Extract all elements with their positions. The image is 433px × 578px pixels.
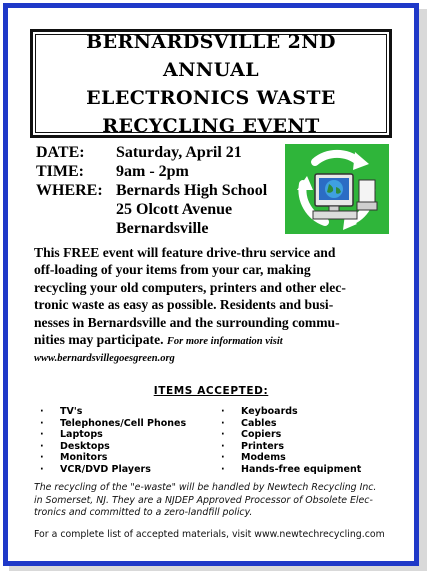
- description-last-line: [34, 331, 402, 350]
- bullet-icon: ·: [221, 463, 225, 475]
- items-accepted-heading: [8, 385, 414, 397]
- date-label: DATE:: [36, 144, 85, 161]
- list-item: [221, 418, 361, 430]
- title-line-1: BERNARDSVILLE 2ND ANNUAL: [86, 30, 336, 81]
- item-label: Copiers: [241, 429, 282, 441]
- flyer: [3, 3, 419, 566]
- title-line-2: ELECTRONICS WASTE: [86, 86, 336, 109]
- bullet-icon: ·: [221, 417, 225, 429]
- where-label: WHERE:: [36, 182, 103, 199]
- website-link[interactable]: www.bernardsvillegoesgreen.org: [34, 353, 175, 365]
- items-list-left: [40, 406, 186, 476]
- date-row: [36, 143, 296, 162]
- closing-line: For a complete list of accepted materials, visit www.newtechrecycling.com: [34, 529, 385, 540]
- list-item: [221, 429, 361, 441]
- items-heading-suffix: :: [263, 385, 269, 397]
- items-list-right: [221, 406, 361, 476]
- bullet-icon: ·: [40, 417, 44, 429]
- item-label: Hands-free equipment: [241, 463, 362, 475]
- bullet-icon: ·: [40, 452, 44, 464]
- note-line: The recycling of the "e-waste" will be handled by Newtech Recycling Inc.: [34, 482, 377, 493]
- description-line: nesses in Bernardsville and the surrounding commu-: [34, 314, 340, 330]
- item-label: Laptops: [60, 429, 103, 441]
- item-label: Printers: [241, 440, 284, 452]
- list-item: [221, 464, 361, 476]
- item-label: VCR/DVD Players: [60, 463, 151, 475]
- bullet-icon: ·: [40, 440, 44, 452]
- title-inner-frame: [35, 30, 387, 137]
- bullet-icon: ·: [221, 406, 225, 417]
- bullet-icon: ·: [221, 429, 225, 441]
- date-value: Saturday, April 21: [116, 144, 242, 161]
- bullet-icon: ·: [40, 429, 44, 441]
- item-label: Desktops: [60, 440, 110, 452]
- list-item: [40, 464, 186, 476]
- item-label: Keyboards: [241, 406, 298, 417]
- title-box: [30, 29, 392, 138]
- more-info-text: For more information visit: [166, 336, 283, 348]
- title-line-3: RECYCLING EVENT: [102, 114, 320, 137]
- where-line-1: Bernards High School: [116, 182, 268, 199]
- note-line: tronics and committed to a zero-landfill policy.: [34, 507, 253, 519]
- list-item: [221, 441, 361, 453]
- where-line-2: 25 Olcott Avenue: [116, 201, 233, 218]
- list-item: [40, 452, 186, 464]
- recycling-computer-icon: [285, 144, 389, 234]
- description-line: off-loading of your items from your car, making: [34, 262, 311, 278]
- items-heading-text: ITEMS ACCEPTED: [153, 385, 264, 397]
- recycler-note: [34, 482, 406, 520]
- event-details: [36, 143, 296, 238]
- time-label: TIME:: [36, 163, 84, 180]
- item-label: Cables: [241, 417, 277, 429]
- bullet-icon: ·: [221, 452, 225, 464]
- description-line-end: nities may participate.: [34, 332, 164, 348]
- item-label: Monitors: [60, 452, 108, 464]
- description-line: This FREE event will feature drive-thru service and: [34, 245, 336, 260]
- list-item: [40, 406, 186, 418]
- where-row: [36, 181, 296, 200]
- list-item: [221, 452, 361, 464]
- list-item: [40, 441, 186, 453]
- time-row: [36, 162, 296, 181]
- list-item: [40, 429, 186, 441]
- bullet-icon: ·: [40, 406, 44, 417]
- where-line-3: Bernardsville: [116, 220, 209, 237]
- bullet-icon: ·: [221, 440, 225, 452]
- event-description: [34, 244, 402, 368]
- item-label: Modems: [241, 452, 286, 464]
- bullet-icon: ·: [40, 463, 44, 475]
- description-line: recycling your old computers, printers and other elec-: [34, 279, 346, 295]
- item-label: TV's: [60, 406, 83, 417]
- list-item: [221, 406, 361, 418]
- time-value: 9am - 2pm: [116, 163, 189, 180]
- item-label: Telephones/Cell Phones: [60, 417, 187, 429]
- list-item: [40, 418, 186, 430]
- note-line: in Somerset, NJ. They are a NJDEP Approved Processor of Obsolete Elec-: [34, 494, 373, 506]
- description-line: tronic waste as easy as possible. Residents and busi-: [34, 297, 334, 313]
